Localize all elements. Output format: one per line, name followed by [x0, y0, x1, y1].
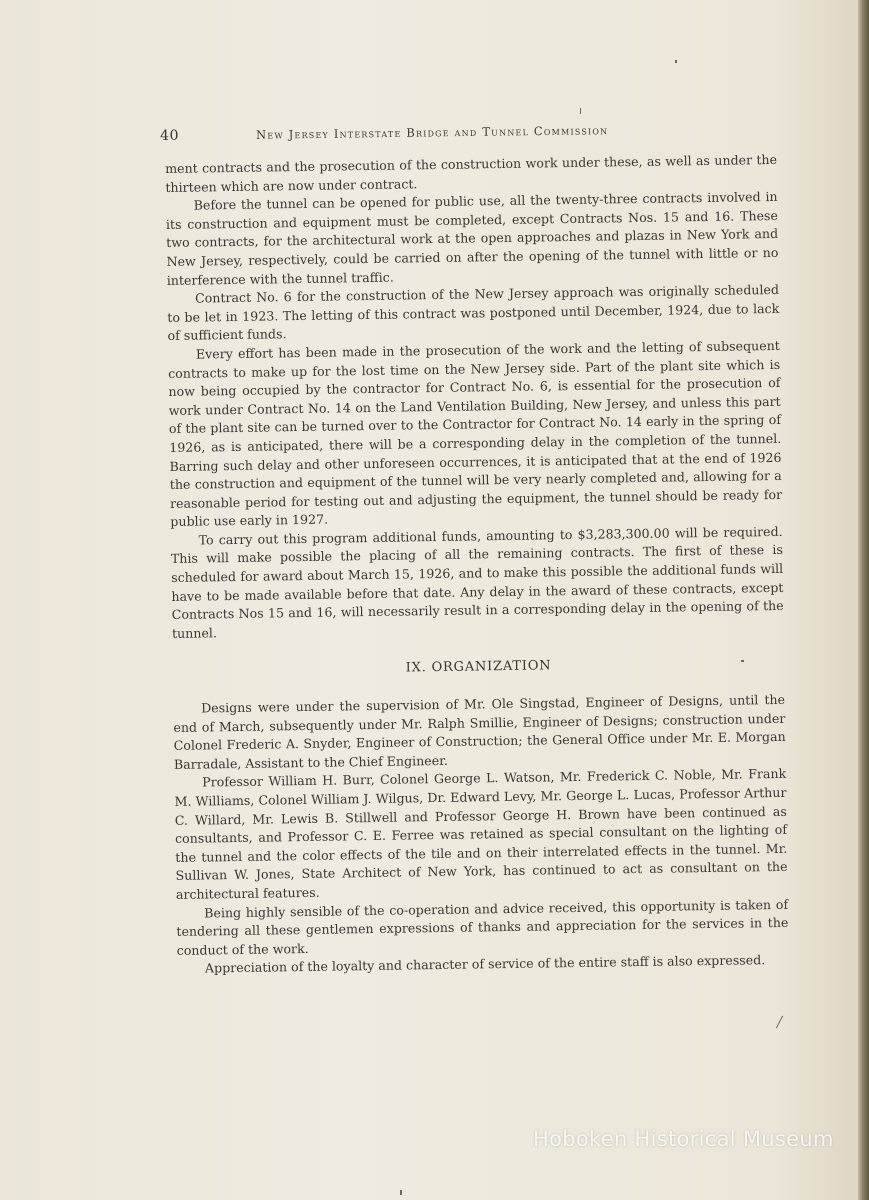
paragraph: Being highly sensible of the co-operation and advice received, this opportunity is taken of tendering all these gentlemen expressions of thanks and appreciation for the services in the conduct of the work. [176, 896, 789, 958]
ink-speck [741, 660, 744, 662]
pencil-mark [776, 1016, 783, 1029]
paragraph: To carry out this program additional funds, amounting to $3,283,300.00 will be required. This will make possible the placing of all the remaining contracts. The first of these is scheduled for award about March 15, 1926, and to make this possible the additional funds will have to be made available before that date. Any delay in the award of these contracts, except Contracts Nos 15 and 16, will necessarily result in a corresponding delay in the opening of the tunnel. [170, 523, 784, 641]
museum-watermark: Hoboken Historical Museum [533, 1127, 834, 1151]
paragraph: Before the tunnel can be opened for public use, all the twenty-three contracts involved in its construction and equipment must be completed, except Contracts Nos. 15 and 16. These two contracts, for the architectural work at the open approaches and plazas in New York and New Jersey, respectively, could be carried on after the opening of the tunnel with little or no interference with the tunnel traffic. [165, 189, 779, 288]
ink-speck [580, 108, 581, 114]
page-number: 40 [160, 127, 180, 144]
paragraph: Contract No. 6 for the construction of the New Jersey approach was originally scheduled to be let in 1923. The letting of this contract was postponed until December, 1924, due to lack of sufficient funds. [167, 282, 780, 344]
paragraph: Designs were under the supervision of Mr. Ole Singstad, Engineer of Designs, until the end of March, subsequently under Mr. Ralph Smillie, Engineer of Designs; construction under Colonel Frederic A. Snyder, Engineer of Construction; the General Office under Mr. E. Morgan Barradale, Assistant to the Chief Engineer. [173, 691, 786, 772]
running-head: New Jersey Interstate Bridge and Tunnel Commission [256, 123, 609, 142]
ink-speck [675, 60, 677, 63]
paragraph: Professor William H. Burr, Colonel George L. Watson, Mr. Frederick C. Noble, Mr. Frank M. Williams, Colonel William J. Wilgus, Dr. Edward Levy, Mr. George L. Lucas, Professor Arthur C. Willard, Mr. Lewis B. Stillwell and Professor George H. Brown have been continued as consultants, and Professor C. E. Ferree was retained as special consultant on the lighting of the tunnel and the color effects of the tile and on their interrelated effects in the tunnel. Mr. Sullivan W. Jones, State Architect of New York, has continued to act as consultant on the architectural features. [174, 766, 788, 902]
section-heading: IX. ORGANIZATION [405, 658, 552, 676]
ink-speck [400, 1190, 402, 1195]
book-binding-edge [858, 0, 869, 1200]
paragraph: Appreciation of the loyalty and character of service of the entire staff is also expressed. [204, 952, 766, 976]
page-header [160, 120, 780, 152]
paragraph: ment contracts and the prosecution of the construction work under these, as well as under the thirteen which are now under contract. [165, 151, 778, 195]
body-text [165, 151, 789, 979]
paragraph: Every effort has been made in the prosecution of the work and the letting of subsequent contracts to make up for the lost time on the New Jersey side. Part of the plant site which is now being occupied by the contractor for Contract No. 6, is essential for the prosecution of work under Contract No. 14 on the Land Ventilation Building, New Jersey, and unless this part of the plant site can be turned over to the Contractor for Contract No. 14 early in the spring of 1926, as is anticipated, there will be a corresponding delay in the completion of the tunnel. Barring such delay and other unforeseen occurrences, it is anticipated that at the end of 1926 the construction and equipment of the tunnel will be very nearly completed and, allowing for a reasonable period for testing out and adjusting the equipment, the tunnel should be ready for public use early in 1927. [168, 337, 783, 530]
